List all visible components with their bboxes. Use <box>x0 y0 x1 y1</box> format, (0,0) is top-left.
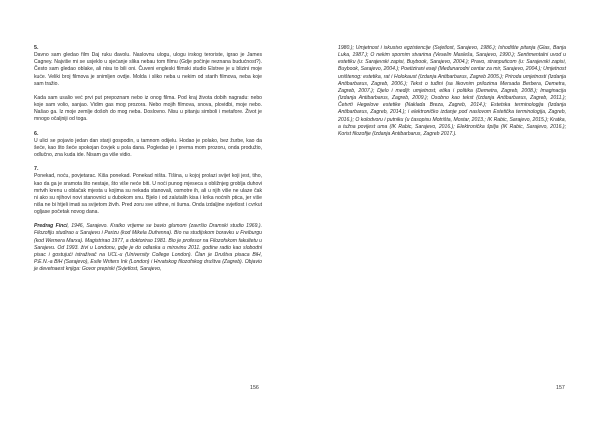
section-number: 7. <box>34 166 39 173</box>
author-bio-text: , 1946, Sarajevo. Kratko vrijeme se bavio glumom (završio Dramski studio 1969.). Filozofiju studirao u Sarajevu i Parizu (kod Mikela Dufrenna). Bio na studijskom boravku u Freiburgu (kod Wernera Marxa). Magistrirao 1977, a doktorirao 1981. Bio je profesor na Filozofskom fakultetu u Sarajevu. Od 1993. živi u Londonu, gdje je do odlaska u mirovinu 2011. godine radio kao slobodni pisac i gostujući istraživač na UCL-u (University College London). Član je Društva pisaca BiH, P.E.N.-a BiH (Sarajevo), Exile Writers Ink (London) i Hrvatskog filozofskog društva (Zagreb). Objavio je devetnaest knjiga: Govor prepiski (Svjetlost, Sarajevo, <box>34 223 262 273</box>
right-page <box>300 0 600 423</box>
right-text-column <box>338 45 566 145</box>
section-paragraph: U ulici se pojavio jedan dan starji gospodin, u tamnom odijelu. Hodao je polako, bez žurbe, kao da šeće, kao što šeće spokojan čovjek u pola dana. Pogledao je i prema mom prozoru, onda produžio, odlučno, zna kuda ide. Nisam ga više vidio. <box>34 137 262 159</box>
author-name: Predrag Finci <box>34 223 68 230</box>
page-number-left: 156 <box>250 385 259 391</box>
page-number-right: 157 <box>556 385 565 391</box>
section-paragraph: Davno sam gledao film Daj ruku đavolu. Naslovnu ulogu, ulogu irskog teroriste, igrao je James Cagney. Najviše mi se usjeklo u sjećanje slika nebau tom filmu (Gdje počinje neznana budućnost?). Često sam gledao oblake, ali nisu to bili oni. Čuveni engleski filmski studio Elstree je u blizini moje kuće. Veliki broj filmova je snimljen ovdje. Molda i sliko neba u nekim od starih filmova, neba koje sam tražio. <box>34 52 262 87</box>
section-number: 6. <box>34 130 39 137</box>
section-paragraph: Ponekad, noću, povjetarac. Kiša ponekad. Ponekad ništa. Tišina, u kojoj prolazi svijet koji jest, tiho, kao da ga je sramota što nestaje, što više neće biti. U noći punog mjeseca s obližnjeg groblja duhovi mrtvih krenu u oblačak mjesta u kojima su nekada stanovali, osmotre ih, ali u njih više ne ulaze čak ni ako su njihovi novi stanovnici u dubokom snu. Bjelo i od zalutalih kisa i krika noćnih ptica, jer više niša ne bi htjeli imati sa svijetom živih. Pred zoru sve utihne, ni šuma. Onda izdaljine svjetlost i cvrkut ogljase početak novog dana. <box>34 173 262 216</box>
author-bio <box>34 223 262 273</box>
section-paragraph: Kada sam usalio već prvi put prepoznam nebo iz onog filma. Pod kraj života dobih nagradu: nebo koje sam volio, sanjao. Vidim gas mog prozora. Nebo mojih filmova, snova, plovidbi, moje nebo. Našao ga. Iz moje zemlje došoh do mog neba. Doslovno. Nisu u pitanju simboli i metafore. Život je mnogo očaljniji od toga. <box>34 94 262 123</box>
bibliography-text: 1980.); Umjetnost i iskustvo egzistencije (Svjetlost, Sarajevo, 1986.); Ishodište pitanja (Glas, Banja Luka, 1987.); O nekim spornim stvarima (Veselin Masleša, Sarajevo, 1990.); Sentimentalni uvod u estetiku (u: Sarajevski zapisi, Buybook, Sarajevo, 2004.); Pravo, stranputicom (u: Sarajevski zapisi, Buybook, Sarajevo, 2004.); Poetizirani eseji (Međunarodni centar za mir, Sarajevo, 2004.); Umjetnost uništenog: estetika, rat i Holokaust (Izdanja Antibarbarus, Zagreb 2005.); Priroda umjetnosti (Izdanja Antibarbarus, Zagreb, 2006.); Tekst o tuđini (sa likovnim prilozima Mersada Berbera, Demetra, Zagreb, 2007.); Djelo i mediji: umjetnost, etika i politika (Demetra, Zagreb, 2008.); Imaginacija (Izdanja Antibarbarus, Zagreb, 2009.); Osobno kao tekst (Izdanja Antibarbarus, Zagreb, 2011.); Četvrti Hegelove estetike (Naklada Breza, Zagreb, 2014.); Estetska terminologija (Izdanja Antibarbarus, Zagreb, 2014.); i elektroničko izdanje pod naslovom Estetička terminologija, Zagreb, 2016.); O kolodvoru i putniku (u časopisu Motrišta, Mostar, 2013.; IK Rabic, Sarajevo, 2015.); Kratka, a tužna povijest uma (IK Rabic, Sarajevo, 2016.); Elektronička špilja (IK Rabic, Sarajevo, 2016.); Korist filozofije (Izdanja Antibarbarus, Zagreb 2017.). <box>338 45 566 137</box>
left-text-column <box>34 45 262 280</box>
section-number: 5. <box>34 45 39 51</box>
